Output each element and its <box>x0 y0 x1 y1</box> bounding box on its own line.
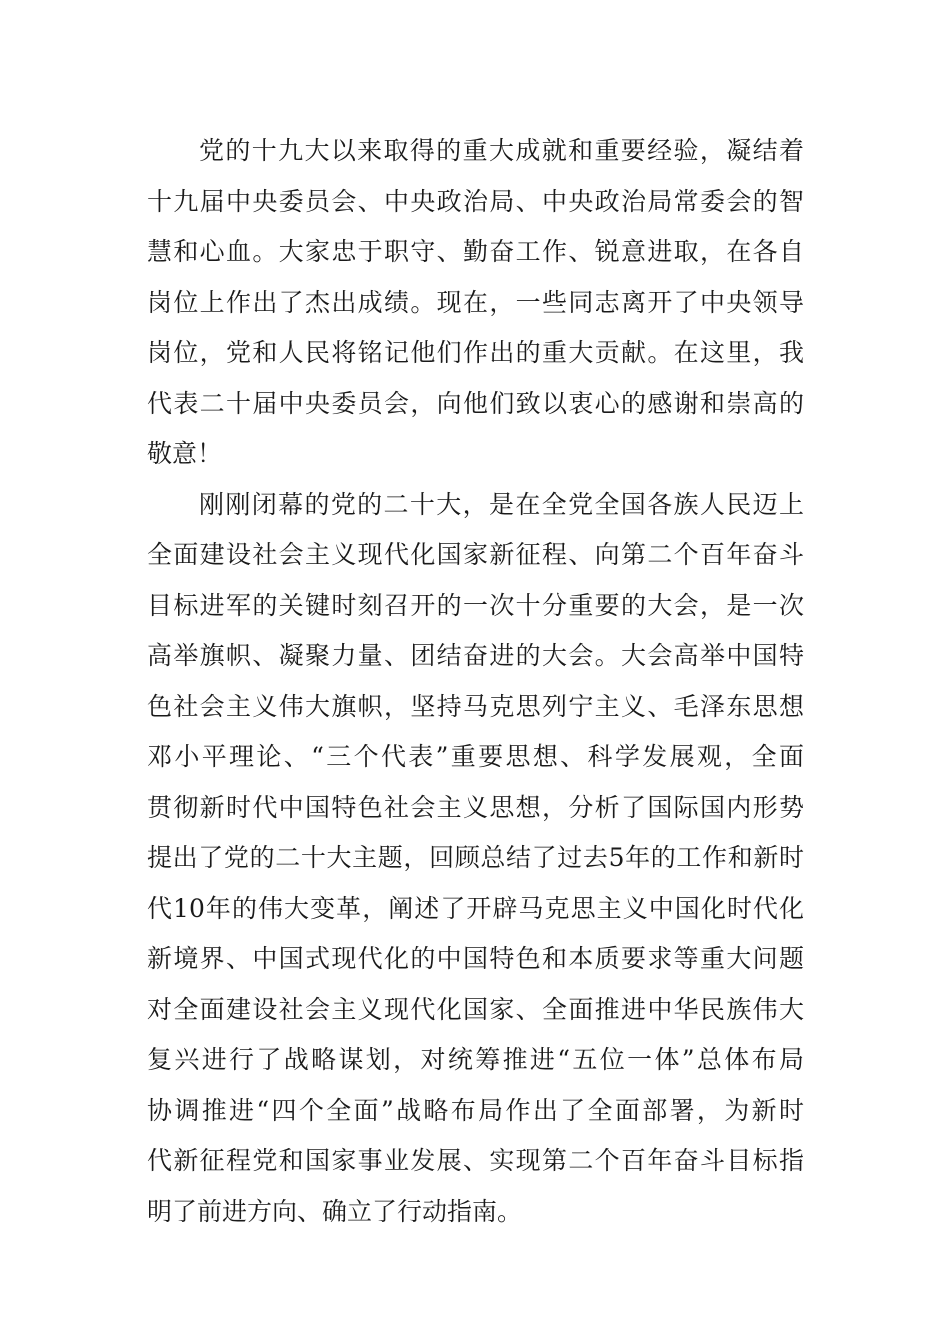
text-line: 岗位，党和人民将铭记他们作出的重大贡献。在这里，我 <box>147 338 804 367</box>
text-line: 刚刚闭幕的党的二十大，是在全党全国各族人民迈上 <box>199 489 804 519</box>
text-line: 邓小平理论、“三个代表”重要思想、科学发展观，全面 <box>147 742 804 771</box>
text-line: 全面建设社会主义现代化国家新征程、向第二个百年奋斗 <box>147 540 804 569</box>
text-line: 敬意！ <box>147 439 223 468</box>
text-line: 代新征程党和国家事业发展、实现第二个百年奋斗目标指 <box>147 1146 804 1175</box>
paragraph-2 <box>147 480 804 1238</box>
text-line: 协调推进“四个全面”战略布局作出了全面部署，为新时 <box>147 1095 804 1125</box>
text-line: 十九届中央委员会、中央政治局、中央政治局常委会的智 <box>147 186 804 216</box>
text-line: 提出了党的二十大主题，回顾总结了过去5年的工作和新时 <box>147 843 804 872</box>
text-line: 高举旗帜、凝聚力量、团结奋进的大会。大会高举中国特 <box>147 641 804 670</box>
text-line: 新境界、中国式现代化的中国特色和本质要求等重大问题 <box>147 944 804 973</box>
text-line: 代10年的伟大变革，阐述了开辟马克思主义中国化时代化 <box>147 893 804 923</box>
text-line: 党的十九大以来取得的重大成就和重要经验，凝结着 <box>199 136 804 165</box>
text-line: 目标进军的关键时刻召开的一次十分重要的大会，是一次 <box>147 590 804 620</box>
paragraph-1 <box>147 126 804 480</box>
document-body <box>147 126 804 1237</box>
text-line: 复兴进行了战略谋划，对统筹推进“五位一体”总体布局 <box>147 1045 804 1074</box>
text-line: 对全面建设社会主义现代化国家、全面推进中华民族伟大 <box>147 994 804 1024</box>
text-line: 明了前进方向、确立了行动指南。 <box>147 1196 523 1226</box>
text-line: 贯彻新时代中国特色社会主义思想，分析了国际国内形势 <box>147 792 804 822</box>
text-line: 色社会主义伟大旗帜，坚持马克思列宁主义、毛泽东思想 <box>147 691 804 721</box>
text-line: 代表二十届中央委员会，向他们致以衷心的感谢和崇高的 <box>147 388 804 418</box>
text-line: 慧和心血。大家忠于职守、勤奋工作、锐意进取，在各自 <box>147 237 804 266</box>
text-line: 岗位上作出了杰出成绩。现在，一些同志离开了中央领导 <box>147 287 804 317</box>
